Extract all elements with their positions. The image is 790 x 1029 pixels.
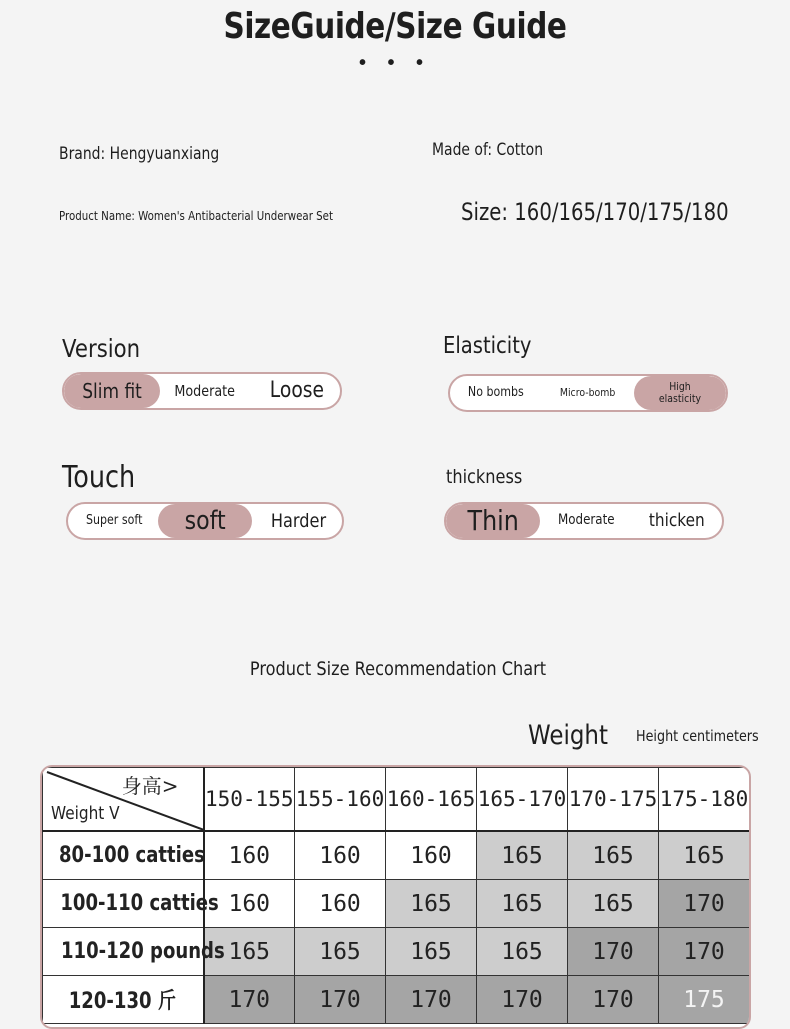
elasticity-option-no-bombs: No bombs	[468, 384, 524, 400]
row-header: 120-130 斤	[43, 976, 204, 1024]
table-cell: 170	[568, 928, 659, 976]
table-row	[43, 831, 750, 880]
table-cell: 170	[659, 880, 750, 928]
height-heading: Height centimeters	[636, 727, 759, 745]
thickness-option-thicken: thicken	[649, 510, 705, 532]
table-cell: 165	[386, 880, 477, 928]
elasticity-option-micro-bomb: Micro-bomb	[560, 385, 616, 399]
touch-scale	[66, 502, 344, 540]
table-cell: 160	[204, 831, 295, 880]
table-cell: 170	[477, 976, 568, 1024]
size-table-container	[40, 765, 751, 1029]
table-cell: 165	[477, 831, 568, 880]
touch-label: Touch	[62, 460, 136, 495]
corner-weight-label: Weight V	[51, 803, 120, 824]
table-cell: 170	[204, 976, 295, 1024]
corner-height-label: 身高>	[121, 774, 179, 798]
table-cell: 165	[477, 928, 568, 976]
size-text: Size: 160/165/170/175/180	[461, 198, 729, 226]
table-cell: 165	[295, 928, 386, 976]
column-header: 175-180	[659, 768, 750, 832]
version-scale	[62, 372, 342, 410]
touch-option-harder: Harder	[270, 509, 326, 532]
table-row	[43, 928, 750, 976]
table-cell: 160	[295, 831, 386, 880]
row-header: 110-120 pounds	[43, 928, 204, 976]
table-cell: 170	[295, 976, 386, 1024]
thickness-scale	[444, 502, 724, 540]
table-cell: 160	[386, 831, 477, 880]
table-cell: 170	[568, 976, 659, 1024]
table-cell: 170	[659, 928, 750, 976]
version-label: Version	[62, 334, 141, 363]
elasticity-label: Elasticity	[443, 333, 532, 359]
table-row	[43, 880, 750, 928]
column-header: 170-175	[568, 768, 659, 832]
version-option-loose: Loose	[269, 377, 325, 403]
size-table	[42, 767, 750, 1024]
thickness-label: thickness	[446, 466, 523, 488]
touch-option-super-soft: Super soft	[85, 512, 143, 528]
row-header: 80-100 catties	[43, 831, 204, 880]
table-cell: 165	[477, 880, 568, 928]
page-title: SizeGuide/Size Guide	[223, 6, 567, 47]
touch-option-soft: soft	[158, 504, 252, 538]
table-cell: 165	[659, 831, 750, 880]
column-header: 165-170	[477, 768, 568, 832]
version-option-slim-fit: Slim fit	[64, 374, 160, 408]
material-text: Made of: Cotton	[432, 140, 544, 160]
elasticity-scale	[448, 374, 728, 412]
row-header: 100-110 catties	[43, 880, 204, 928]
table-cell: 160	[204, 880, 295, 928]
elasticity-option-high: High elasticity	[634, 376, 726, 410]
column-header: 155-160	[295, 768, 386, 832]
column-header: 160-165	[386, 768, 477, 832]
table-cell: 160	[295, 880, 386, 928]
table-cell: 170	[386, 976, 477, 1024]
column-header: 150-155	[204, 768, 295, 832]
size-chart-title: Product Size Recommendation Chart	[249, 658, 547, 680]
table-cell: 165	[204, 928, 295, 976]
thickness-option-thin: Thin	[446, 504, 540, 538]
title-dots: • • •	[358, 52, 432, 74]
version-option-moderate: Moderate	[174, 381, 236, 400]
weight-heading: Weight	[528, 720, 608, 751]
product-name-text: Product Name: Women's Antibacterial Underwear Set	[59, 208, 334, 223]
thickness-option-moderate: Moderate	[557, 512, 615, 529]
table-cell: 165	[568, 831, 659, 880]
table-cell: 165	[568, 880, 659, 928]
brand-text: Brand: Hengyuanxiang	[59, 144, 220, 164]
table-cell: 175	[659, 976, 750, 1024]
table-corner-header	[43, 768, 204, 832]
table-cell: 165	[386, 928, 477, 976]
